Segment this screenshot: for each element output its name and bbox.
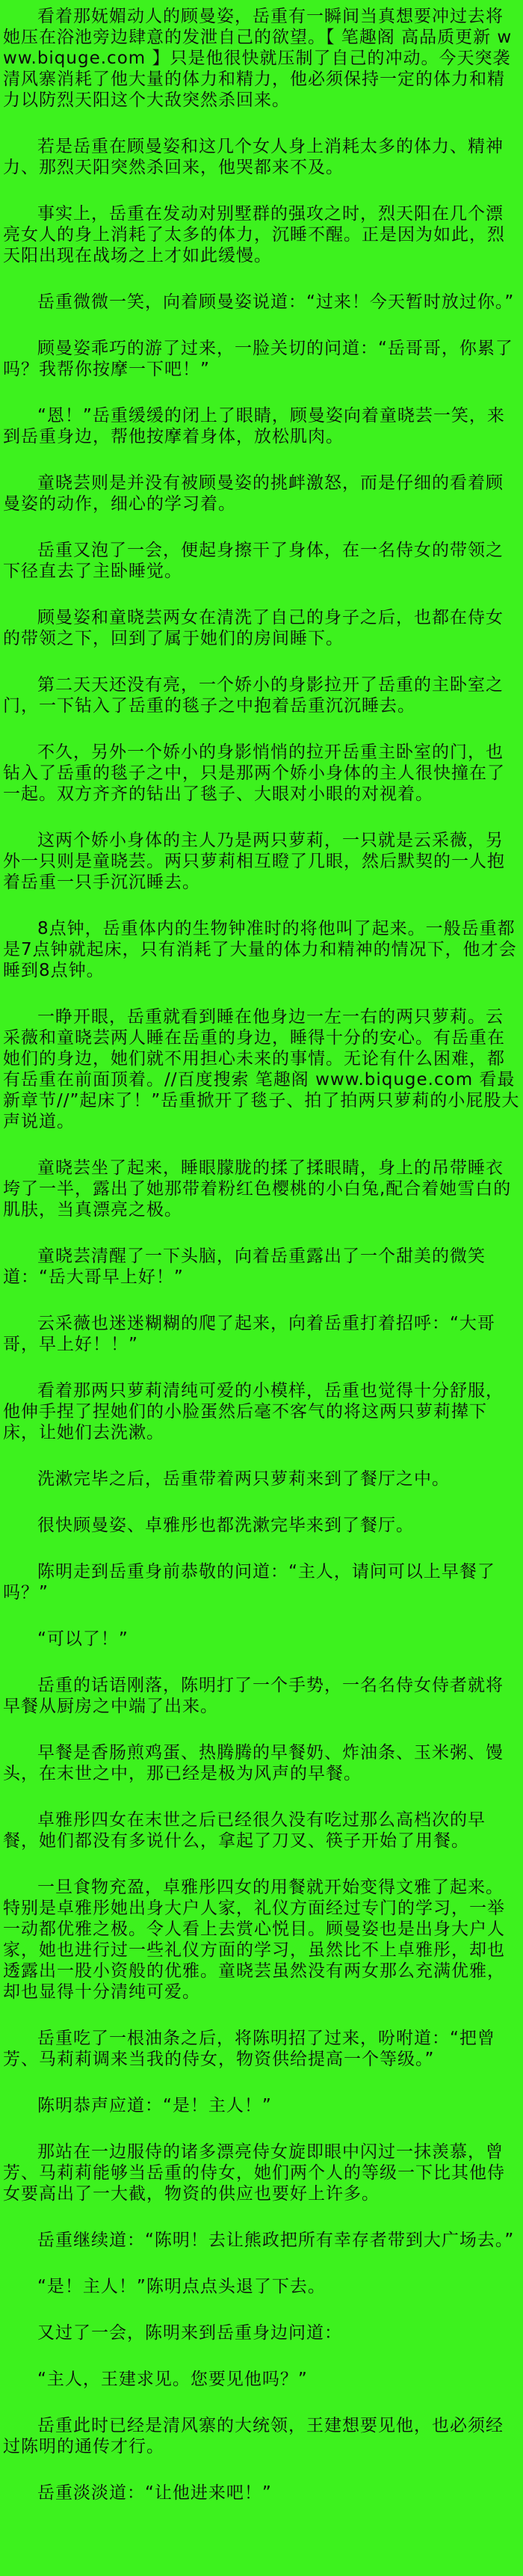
paragraph: 早餐是香肠煎鸡蛋、热腾腾的早餐奶、炸油条、玉米粥、馒头，在末世之中，那已经是极为风声的早餐。	[3, 1743, 504, 1783]
paragraph: 岳重淡淡道：“让他进来吧！”	[37, 2483, 272, 2503]
paragraph: 顾曼姿和童晓芸两女在清洗了自己的身子之后，也都在侍女的带领之下，回到了属于她们的房间睡下。	[3, 608, 504, 648]
paragraph: 岳重又泡了一会，便起身擦干了身体，在一名侍女的带领之下径直去了主卧睡觉。	[3, 541, 504, 581]
paragraph: 很快顾曼姿、卓雅彤也都洗漱完毕来到了餐厅。	[37, 1516, 414, 1535]
paragraph: 童晓芸坐了起来，睡眼朦胧的揉了揉眼睛，身上的吊带睡衣垮了一半，露出了她那带着粉红色樱桃的小白兔,配合着她雪白的肌肤，当真漂亮之极。	[3, 1158, 512, 1220]
paragraph: 岳重吃了一根油条之后，将陈明招了过来，吩咐道：“把曾芳、马莉莉调来当我的侍女，物资供给提高一个等级。”	[3, 2029, 495, 2069]
paragraph: 又过了一会，陈明来到岳重身边问道：	[37, 2323, 342, 2343]
paragraph: “是！主人！”陈明点点头退了下去。	[37, 2277, 326, 2296]
paragraph: 不久，另外一个娇小的身影悄悄的拉开岳重主卧室的门，也钻入了岳重的毯子之中，只是那两个娇小身体的主人很快撞在了一起。双方齐齐的钻出了毯子、大眼对小眼的对视着。	[3, 743, 505, 804]
paragraph: 洗漱完毕之后，岳重带着两只萝莉来到了餐厅之中。	[37, 1469, 450, 1489]
paragraph: 这两个娇小身体的主人乃是两只萝莉，一只就是云采薇，另外一只则是童晓芸。两只萝莉相互瞪了几眼，然后默契的一人抱着岳重一只手沉沉睡去。	[3, 831, 505, 892]
paragraph: 一旦食物充盈，卓雅彤四女的用餐就开始变得文雅了起来。特别是卓雅彤她出身大户人家，礼仪方面经过专门的学习，一举一动都优雅之极。令人看上去赏心悦目。顾曼姿也是出身大户人家，她也进行过一些礼仪方面的学习，虽然比不上卓雅彤，却也透露出一股小资般的优雅。童晓芸虽然没有两女那么充满优雅，却也显得十分清纯可爱。	[3, 1878, 505, 2002]
paragraph: 一睁开眼，岳重就看到睡在他身边一左一右的两只萝莉。云采薇和童晓芸两人睡在岳重的身边，睡得十分的安心。有岳重在她们的身边，她们就不用担心未来的事情。无论有什么困难，都有岳重在前面顶着。//百度搜索 笔趣阁 www.biquge.com 看最新章节//”起床了！”岳重掀开了毯子、拍了拍两只萝莉的小屁股大声说道。	[3, 1007, 520, 1131]
paragraph: 若是岳重在顾曼姿和这几个女人身上消耗太多的体力、精神力、那烈天阳突然杀回来，他哭都来不及。	[3, 137, 504, 177]
paragraph: 卓雅彤四女在末世之后已经很久没有吃过那么高档次的早餐，她们都没有多说什么，拿起了刀叉、筷子开始了用餐。	[3, 1810, 486, 1851]
paragraph: “主人，王建求见。您要见他吗？”	[37, 2370, 308, 2389]
paragraph: 岳重继续道：“陈明！去让熊政把所有幸存者带到大广场去。”	[37, 2231, 515, 2250]
paragraph: 8点钟，岳重体内的生物钟准时的将他叫了起来。一般岳重都是7点钟就起床，只有消耗了大量的体力和精神的情况下，他才会睡到8点钟。	[3, 919, 517, 980]
paragraph: 岳重的话语刚落，陈明打了一个手势，一名名侍女侍者就将早餐从厨房之中端了出来。	[3, 1676, 504, 1716]
paragraph: 陈明走到岳重身前恭敬的问道：“主人，请问可以上早餐了吗？”	[3, 1562, 495, 1602]
paragraph: 童晓芸清醒了一下头脑，向着岳重露出了一个甜美的微笑道：“岳大哥早上好！”	[3, 1246, 486, 1287]
paragraph: 云采薇也迷迷糊糊的爬了起来，向着岳重打着招呼：“大哥哥，早上好！！”	[3, 1314, 495, 1354]
paragraph: 看着那两只萝莉清纯可爱的小模样，岳重也觉得十分舒服，他伸手捏了捏她们的小脸蛋然后毫不客气的将这两只萝莉撵下床，让她们去洗漱。	[3, 1381, 504, 1442]
paragraph: 第二天天还没有亮，一个娇小的身影拉开了岳重的主卧室之门，一下钻入了岳重的毯子之中抱着岳重沉沉睡去。	[3, 675, 504, 716]
paragraph: 那站在一边服侍的诸多漂亮侍女旋即眼中闪过一抹羡慕，曾芳、马莉莉能够当岳重的侍女，她们两个人的等级一下比其他侍女要高出了一大截，物资的供应也要好上许多。	[3, 2142, 505, 2204]
paragraph: 顾曼姿乖巧的游了过来，一脸关切的问道：“岳哥哥，你累了吗？我帮你按摩一下吧！”	[3, 339, 513, 379]
paragraph-container	[3, 6, 520, 2503]
paragraph: 事实上，岳重在发动对别墅群的强攻之时，烈天阳在几个漂亮女人的身上消耗了太多的体力，沉睡不醒。正是因为如此，烈天阳出现在战场之上才如此缓慢。	[3, 204, 505, 265]
paragraph: “可以了！”	[37, 1629, 129, 1649]
paragraph: “恩！”岳重缓缓的闭上了眼睛，顾曼姿向着童晓芸一笑，来到岳重身边，帮他按摩着身体，放松肌肉。	[3, 406, 505, 446]
paragraph: 岳重微微一笑，向着顾曼姿说道：“过来！今天暂时放过你。”	[37, 292, 515, 312]
paragraph: 童晓芸则是并没有被顾曼姿的挑衅激怒，而是仔细的看着顾曼姿的动作，细心的学习着。	[3, 473, 504, 514]
paragraph: 陈明恭声应道：“是！主人！”	[37, 2096, 272, 2115]
paragraph: 看着那妩媚动人的顾曼姿，岳重有一瞬间当真想要冲过去将她压在浴池旁边肆意的发泄自己的欲望。【 笔趣阁 高品质更新 www.biquge.com 】只是他很快就压制了自己的冲动。今天突袭清风寨消耗了他大量的体力和精力，他必须保持一定的体力和精力以防烈天阳这个大敌突然杀回来。	[3, 7, 513, 110]
paragraph: 岳重此时已经是清风寨的大统领，王建想要见他，也必须经过陈明的通传才行。	[3, 2416, 504, 2456]
